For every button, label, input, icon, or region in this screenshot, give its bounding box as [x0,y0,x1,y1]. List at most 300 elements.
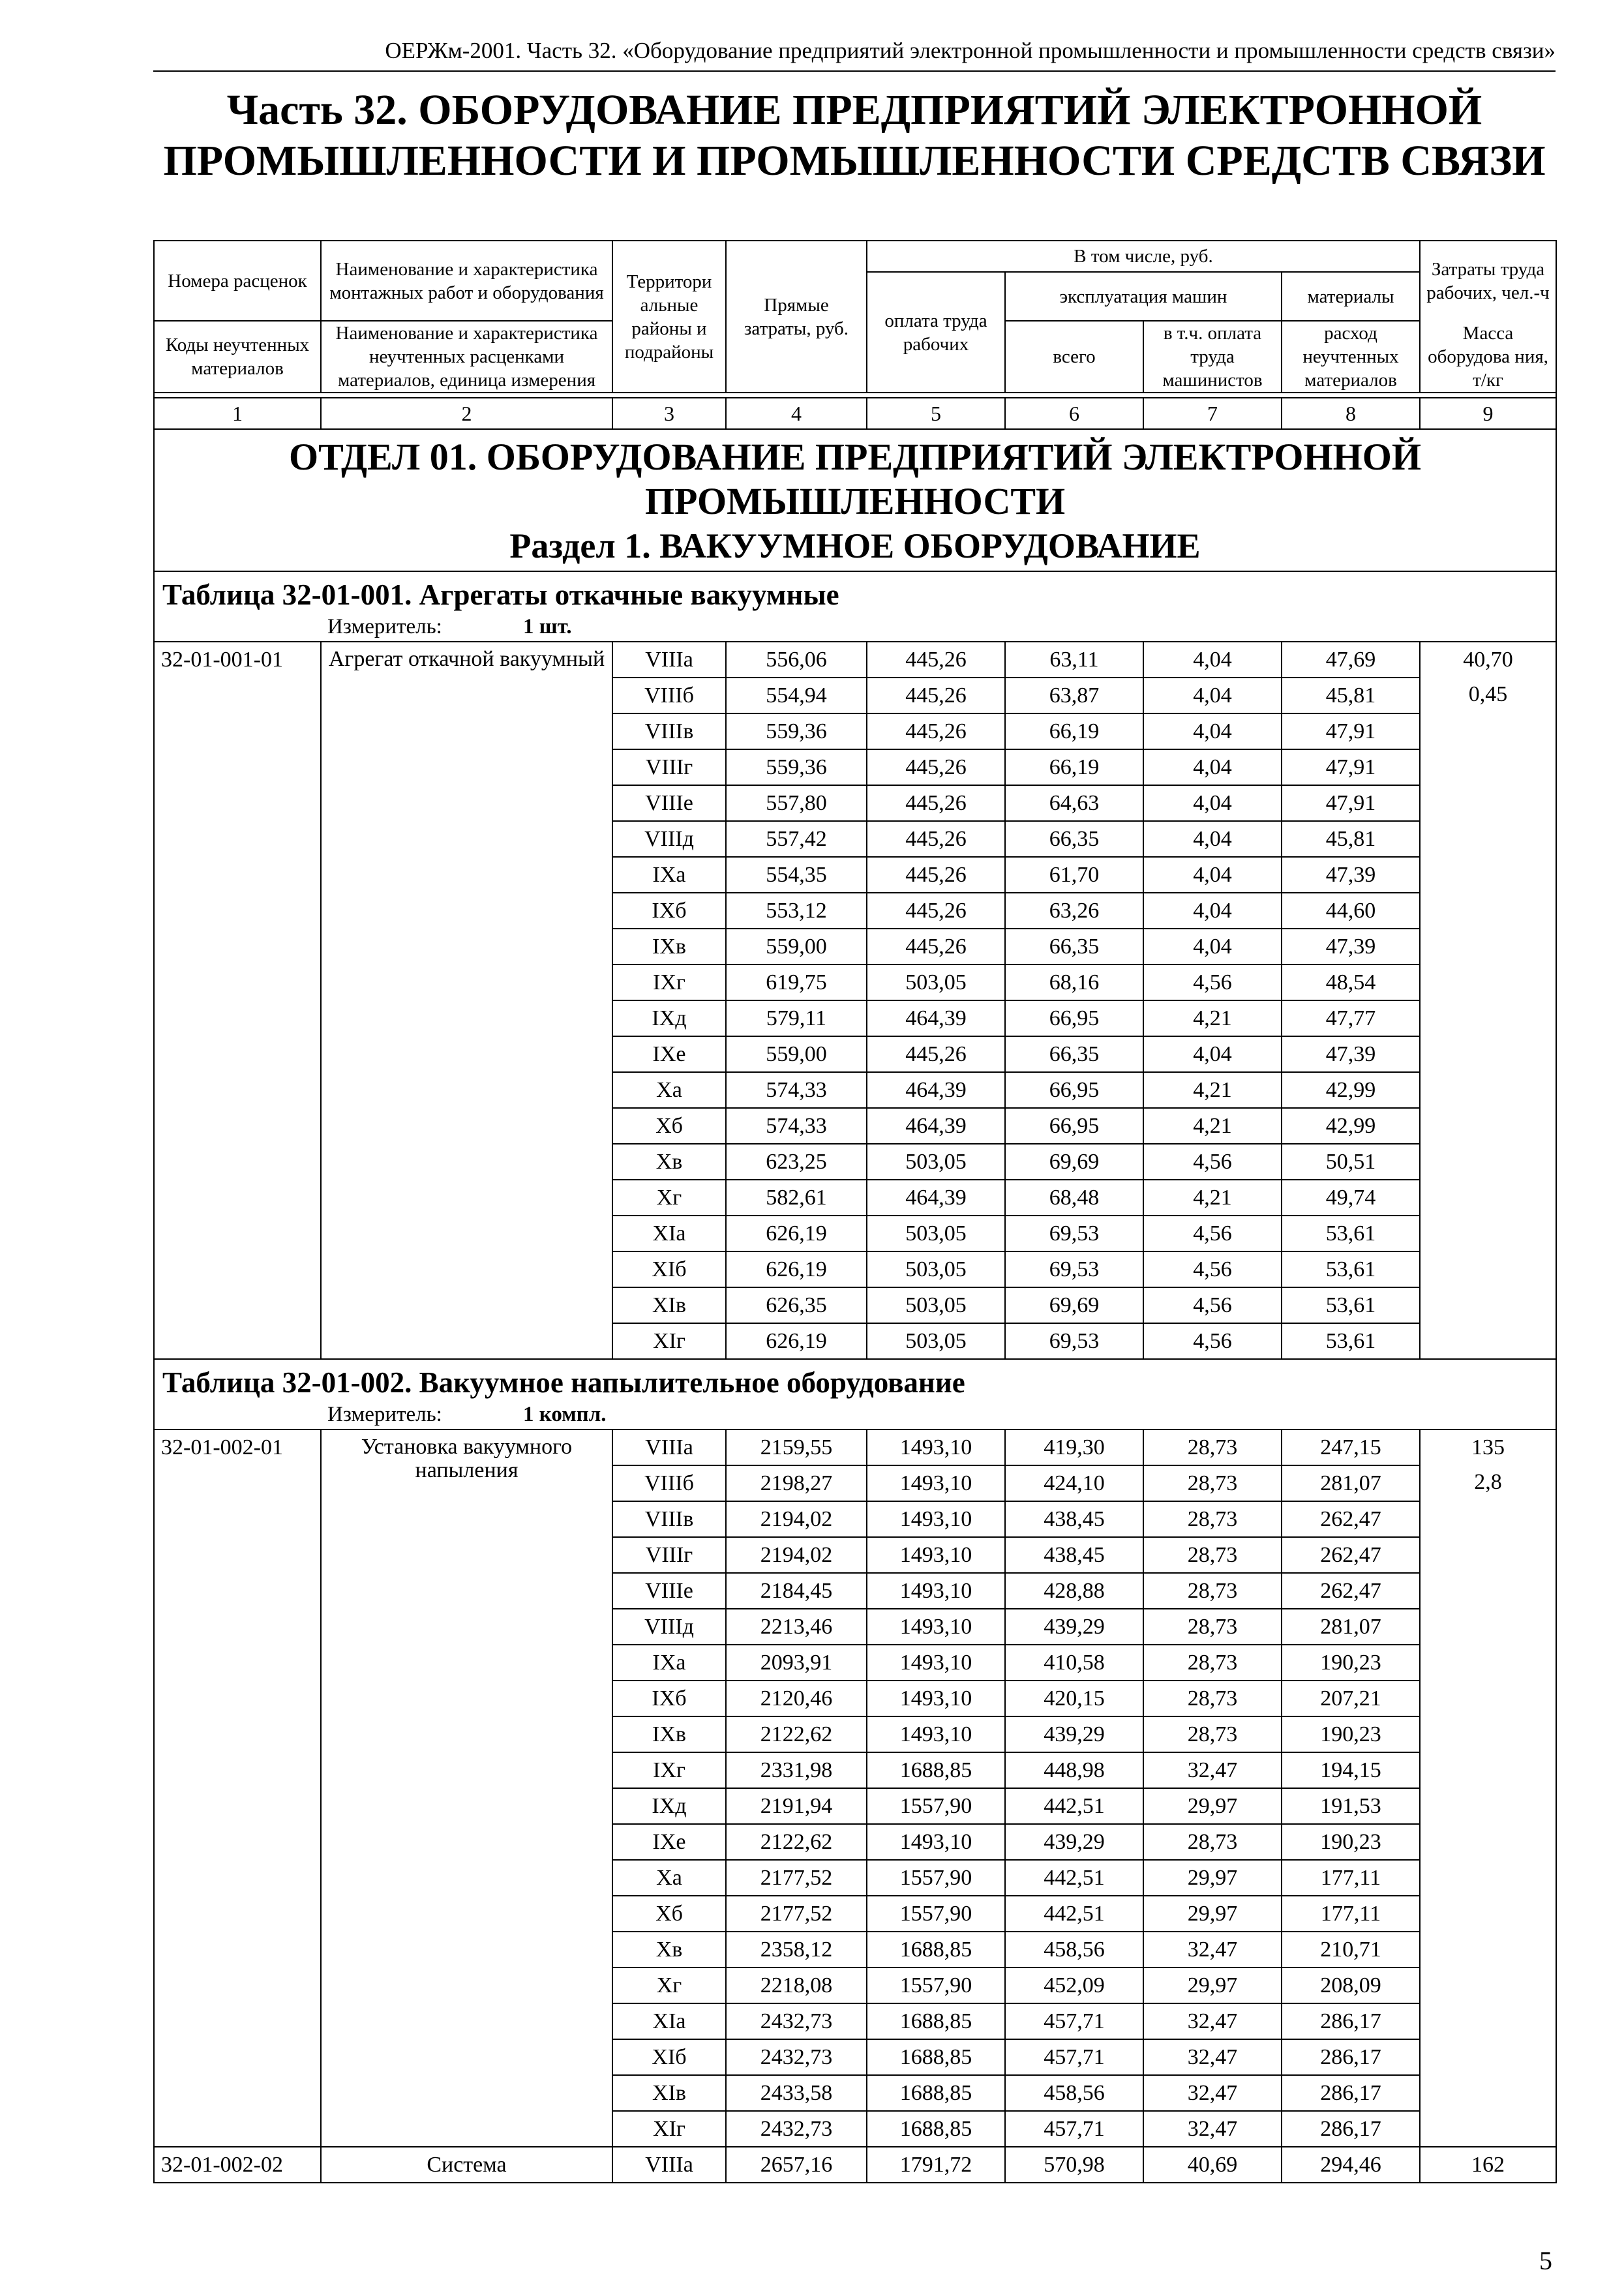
table2-measure [154,1401,1556,1429]
worker-pay-cell: 503,05 [867,965,1005,1000]
materials-cell: 53,61 [1282,1251,1420,1287]
machines-total-cell: 61,70 [1005,857,1143,893]
worker-pay-cell: 1493,10 [867,1465,1005,1501]
direct-cost-cell: 554,94 [726,678,867,713]
worker-pay-cell: 464,39 [867,1000,1005,1036]
column-number: 2 [321,398,612,429]
table2-title: Таблица 32-01-002. Вакуумное напылительное оборудование [154,1359,1556,1401]
header-direct-costs: Прямые затраты, руб. [726,241,867,393]
operator-pay-cell: 4,56 [1143,1144,1282,1180]
worker-pay-cell: 1493,10 [867,1681,1005,1716]
materials-cell: 190,23 [1282,1824,1420,1860]
materials-cell: 210,71 [1282,1932,1420,1967]
mass-value: 2,8 [1474,1470,1502,1494]
region-cell: VIIIв [612,1501,726,1537]
operator-pay-cell: 29,97 [1143,1896,1282,1932]
direct-cost-cell: 579,11 [726,1000,867,1036]
worker-pay-cell: 1493,10 [867,1429,1005,1465]
work-name: Установка вакуумного напыления [321,1429,612,2147]
region-cell: VIIIг [612,1537,726,1573]
materials-cell: 262,47 [1282,1537,1420,1573]
region-cell: IXд [612,1788,726,1824]
worker-pay-cell: 445,26 [867,713,1005,749]
measure-unit: 1 компл. [523,1402,607,1426]
machines-total-cell: 420,15 [1005,1681,1143,1716]
machines-total-cell: 66,35 [1005,821,1143,857]
header-material-consumption: расход неучтенных материалов [1282,321,1420,393]
materials-cell: 286,17 [1282,2075,1420,2111]
operator-pay-cell: 4,56 [1143,1216,1282,1251]
header-machine-operation: эксплуатация машин [1005,272,1282,321]
worker-pay-cell: 445,26 [867,1036,1005,1072]
work-name: Система [321,2147,612,2183]
machines-total-cell: 410,58 [1005,1645,1143,1681]
region-cell: XIв [612,2075,726,2111]
region-cell: IXг [612,1752,726,1788]
machines-total-cell: 66,35 [1005,929,1143,965]
operator-pay-cell: 4,21 [1143,1180,1282,1216]
direct-cost-cell: 2194,02 [726,1537,867,1573]
machines-total-cell: 457,71 [1005,2039,1143,2075]
direct-cost-cell: 559,36 [726,749,867,785]
operator-pay-cell: 28,73 [1143,1573,1282,1609]
region-cell: IXд [612,1000,726,1036]
operator-pay-cell: 4,04 [1143,785,1282,821]
direct-cost-cell: 2432,73 [726,2003,867,2039]
materials-cell: 45,81 [1282,678,1420,713]
machines-total-cell: 439,29 [1005,1824,1143,1860]
direct-cost-cell: 574,33 [726,1108,867,1144]
region-cell: VIIIб [612,1465,726,1501]
materials-cell: 47,69 [1282,642,1420,678]
machines-total-cell: 66,35 [1005,1036,1143,1072]
column-number: 4 [726,398,867,429]
materials-cell: 191,53 [1282,1788,1420,1824]
direct-cost-cell: 574,33 [726,1072,867,1108]
region-cell: IXе [612,1036,726,1072]
materials-cell: 47,39 [1282,929,1420,965]
machines-total-cell: 69,53 [1005,1251,1143,1287]
machines-total-cell: 439,29 [1005,1716,1143,1752]
materials-cell: 42,99 [1282,1072,1420,1108]
machines-total-cell: 69,53 [1005,1216,1143,1251]
machines-total-cell: 68,16 [1005,965,1143,1000]
header-materials: материалы [1282,272,1420,321]
direct-cost-cell: 2177,52 [726,1896,867,1932]
worker-pay-cell: 1493,10 [867,1824,1005,1860]
region-cell: IXе [612,1824,726,1860]
direct-cost-cell: 557,80 [726,785,867,821]
worker-pay-cell: 1688,85 [867,2075,1005,2111]
machines-total-cell: 458,56 [1005,1932,1143,1967]
worker-pay-cell: 1557,90 [867,1896,1005,1932]
region-cell: VIIIб [612,678,726,713]
operator-pay-cell: 4,04 [1143,642,1282,678]
column-number: 3 [612,398,726,429]
materials-cell: 281,07 [1282,1465,1420,1501]
machines-total-cell: 570,98 [1005,2147,1143,2183]
operator-pay-cell: 28,73 [1143,1824,1282,1860]
region-cell: XIа [612,1216,726,1251]
region-cell: Xг [612,1180,726,1216]
operator-pay-cell: 4,56 [1143,1251,1282,1287]
operator-pay-cell: 4,21 [1143,1108,1282,1144]
operator-pay-cell: 28,73 [1143,1429,1282,1465]
header-rule [153,70,1556,72]
machines-total-cell: 442,51 [1005,1788,1143,1824]
region-cell: VIIIд [612,1609,726,1645]
operator-pay-cell: 28,73 [1143,1716,1282,1752]
operator-pay-cell: 4,04 [1143,713,1282,749]
operator-pay-cell: 29,97 [1143,1967,1282,2003]
header-equipment-mass: Масса оборудова ния, т/кг [1420,321,1556,393]
machines-total-cell: 457,71 [1005,2111,1143,2147]
worker-pay-cell: 1688,85 [867,1752,1005,1788]
materials-cell: 47,91 [1282,749,1420,785]
rate-code: 32-01-002-01 [154,1429,321,2147]
operator-pay-cell: 32,47 [1143,2075,1282,2111]
direct-cost-cell: 2122,62 [726,1824,867,1860]
operator-pay-cell: 4,56 [1143,965,1282,1000]
operator-pay-cell: 4,21 [1143,1072,1282,1108]
materials-cell: 53,61 [1282,1216,1420,1251]
worker-pay-cell: 1493,10 [867,1573,1005,1609]
worker-pay-cell: 1493,10 [867,1716,1005,1752]
machines-total-cell: 458,56 [1005,2075,1143,2111]
direct-cost-cell: 2177,52 [726,1860,867,1896]
worker-pay-cell: 445,26 [867,857,1005,893]
materials-cell: 177,11 [1282,1896,1420,1932]
direct-cost-cell: 623,25 [726,1144,867,1180]
materials-cell: 50,51 [1282,1144,1420,1180]
operator-pay-cell: 28,73 [1143,1537,1282,1573]
region-cell: VIIIв [612,713,726,749]
machines-total-cell: 448,98 [1005,1752,1143,1788]
materials-cell: 286,17 [1282,2111,1420,2147]
operator-pay-cell: 4,56 [1143,1287,1282,1323]
materials-cell: 47,77 [1282,1000,1420,1036]
machines-total-cell: 457,71 [1005,2003,1143,2039]
column-number: 7 [1143,398,1282,429]
machines-total-cell: 438,45 [1005,1501,1143,1537]
operator-pay-cell: 29,97 [1143,1860,1282,1896]
materials-cell: 286,17 [1282,2039,1420,2075]
direct-cost-cell: 557,42 [726,821,867,857]
region-cell: IXб [612,893,726,929]
operator-pay-cell: 32,47 [1143,2039,1282,2075]
materials-cell: 53,61 [1282,1287,1420,1323]
region-cell: Xв [612,1932,726,1967]
machines-total-cell: 69,69 [1005,1287,1143,1323]
direct-cost-cell: 2657,16 [726,2147,867,2183]
materials-cell: 207,21 [1282,1681,1420,1716]
worker-pay-cell: 1493,10 [867,1501,1005,1537]
operator-pay-cell: 29,97 [1143,1788,1282,1824]
labor-value: 135 [1471,1435,1505,1459]
region-cell: VIIIа [612,2147,726,2183]
measure-unit: 1 шт. [523,614,572,638]
region-cell: IXа [612,857,726,893]
page-number: 5 [1539,2246,1552,2275]
rates-table [153,240,1557,2183]
worker-pay-cell: 445,26 [867,678,1005,713]
region-cell: IXг [612,965,726,1000]
direct-cost-cell: 619,75 [726,965,867,1000]
region-cell: Xб [612,1108,726,1144]
column-number: 5 [867,398,1005,429]
machines-total-cell: 66,19 [1005,713,1143,749]
header-including-group: В том числе, руб. [867,241,1420,272]
direct-cost-cell: 626,19 [726,1251,867,1287]
materials-cell: 47,39 [1282,1036,1420,1072]
direct-cost-cell: 2432,73 [726,2111,867,2147]
direct-cost-cell: 559,00 [726,1036,867,1072]
direct-cost-cell: 626,19 [726,1216,867,1251]
section-subtitle: Раздел 1. ВАКУУМНОЕ ОБОРУДОВАНИЕ [509,526,1201,565]
header-work-name: Наименование и характеристика монтажных работ и оборудования [321,241,612,321]
column-number: 1 [154,398,321,429]
worker-pay-cell: 445,26 [867,821,1005,857]
rate-code: 32-01-002-02 [154,2147,321,2183]
materials-cell: 281,07 [1282,1609,1420,1645]
materials-cell: 247,15 [1282,1429,1420,1465]
operator-pay-cell: 40,69 [1143,2147,1282,2183]
operator-pay-cell: 4,04 [1143,929,1282,965]
machines-total-cell: 442,51 [1005,1860,1143,1896]
header-rate-numbers: Номера расценок [154,241,321,321]
machines-total-cell: 69,69 [1005,1144,1143,1180]
region-cell: XIб [612,1251,726,1287]
machines-total-cell: 438,45 [1005,1537,1143,1573]
operator-pay-cell: 4,04 [1143,678,1282,713]
machines-total-cell: 68,48 [1005,1180,1143,1216]
region-cell: XIг [612,2111,726,2147]
worker-pay-cell: 1557,90 [867,1788,1005,1824]
labor-and-mass-cell [1420,1429,1556,2147]
direct-cost-cell: 2433,58 [726,2075,867,2111]
materials-cell: 44,60 [1282,893,1420,929]
work-name: Агрегат откачной вакуумный [321,642,612,1359]
header-worker-pay: оплата труда рабочих [867,272,1005,393]
region-cell: VIIIг [612,749,726,785]
header-territorial-regions: Территори альные районы и подрайоны [612,241,726,393]
table1-measure [154,614,1556,642]
table1-title: Таблица 32-01-001. Агрегаты откачные вакуумные [154,571,1556,614]
worker-pay-cell: 503,05 [867,1144,1005,1180]
materials-cell: 47,91 [1282,713,1420,749]
materials-cell: 42,99 [1282,1108,1420,1144]
column-numbers-row [154,398,1556,429]
worker-pay-cell: 464,39 [867,1180,1005,1216]
worker-pay-cell: 464,39 [867,1072,1005,1108]
operator-pay-cell: 4,21 [1143,1000,1282,1036]
region-cell: VIIIд [612,821,726,857]
worker-pay-cell: 1688,85 [867,2039,1005,2075]
region-cell: XIв [612,1287,726,1323]
header-machines-total: всего [1005,321,1143,393]
direct-cost-cell: 2194,02 [726,1501,867,1537]
operator-pay-cell: 32,47 [1143,1932,1282,1967]
direct-cost-cell: 2213,46 [726,1609,867,1645]
region-cell: VIIIе [612,1573,726,1609]
operator-pay-cell: 4,56 [1143,1323,1282,1359]
table-row [154,642,1556,678]
direct-cost-cell: 582,61 [726,1180,867,1216]
worker-pay-cell: 1791,72 [867,2147,1005,2183]
worker-pay-cell: 1493,10 [867,1609,1005,1645]
worker-pay-cell: 1493,10 [867,1537,1005,1573]
rate-code: 32-01-001-01 [154,642,321,1359]
operator-pay-cell: 4,04 [1143,821,1282,857]
region-cell: VIIIа [612,1429,726,1465]
machines-total-cell: 66,95 [1005,1000,1143,1036]
materials-cell: 190,23 [1282,1716,1420,1752]
operator-pay-cell: 4,04 [1143,893,1282,929]
region-cell: Xв [612,1144,726,1180]
operator-pay-cell: 32,47 [1143,1752,1282,1788]
direct-cost-cell: 2331,98 [726,1752,867,1788]
materials-cell: 45,81 [1282,821,1420,857]
worker-pay-cell: 445,26 [867,893,1005,929]
worker-pay-cell: 503,05 [867,1287,1005,1323]
part-title: Часть 32. ОБОРУДОВАНИЕ ПРЕДПРИЯТИЙ ЭЛЕКТРОННОЙ ПРОМЫШЛЕННОСТИ И ПРОМЫШЛЕННОСТИ СРЕДСТВ СВЯЗИ [163,86,1546,185]
machines-total-cell: 64,63 [1005,785,1143,821]
header-material-codes: Коды неучтенных материалов [154,321,321,393]
worker-pay-cell: 1688,85 [867,1932,1005,1967]
worker-pay-cell: 1493,10 [867,1645,1005,1681]
direct-cost-cell: 2218,08 [726,1967,867,2003]
column-number: 8 [1282,398,1420,429]
worker-pay-cell: 464,39 [867,1108,1005,1144]
machines-total-cell: 419,30 [1005,1429,1143,1465]
running-header: ОЕРЖм-2001. Часть 32. «Оборудование предприятий электронной промышленности и промышленности средств связи» [385,38,1556,63]
region-cell: XIа [612,2003,726,2039]
operator-pay-cell: 28,73 [1143,1501,1282,1537]
measure-label: Измеритель: [327,1402,442,1426]
machines-total-cell: 424,10 [1005,1465,1143,1501]
direct-cost-cell: 626,35 [726,1287,867,1323]
column-number: 6 [1005,398,1143,429]
operator-pay-cell: 28,73 [1143,1465,1282,1501]
worker-pay-cell: 503,05 [867,1251,1005,1287]
direct-cost-cell: 553,12 [726,893,867,929]
region-cell: Xб [612,1896,726,1932]
operator-pay-cell: 4,04 [1143,749,1282,785]
direct-cost-cell: 559,00 [726,929,867,965]
direct-cost-cell: 554,35 [726,857,867,893]
direct-cost-cell: 2432,73 [726,2039,867,2075]
worker-pay-cell: 445,26 [867,749,1005,785]
materials-cell: 208,09 [1282,1967,1420,2003]
region-cell: IXб [612,1681,726,1716]
worker-pay-cell: 503,05 [867,1323,1005,1359]
direct-cost-cell: 2093,91 [726,1645,867,1681]
region-cell: IXв [612,929,726,965]
operator-pay-cell: 28,73 [1143,1609,1282,1645]
worker-pay-cell: 445,26 [867,929,1005,965]
mass-value: 0,45 [1468,682,1508,706]
section-title: ОТДЕЛ 01. ОБОРУДОВАНИЕ ПРЕДПРИЯТИЙ ЭЛЕКТРОННОЙ ПРОМЫШЛЕННОСТИ [289,436,1421,522]
machines-total-cell: 442,51 [1005,1896,1143,1932]
table-row [154,1429,1556,1465]
worker-pay-cell: 1688,85 [867,2111,1005,2147]
direct-cost-cell: 2198,27 [726,1465,867,1501]
machines-total-cell: 69,53 [1005,1323,1143,1359]
machines-total-cell: 66,19 [1005,749,1143,785]
header-material-names: Наименование и характеристика неучтенных расценками материалов, единица измерения [321,321,612,393]
materials-cell: 47,91 [1282,785,1420,821]
region-cell: VIIIа [612,642,726,678]
materials-cell: 262,47 [1282,1573,1420,1609]
machines-total-cell: 66,95 [1005,1108,1143,1144]
direct-cost-cell: 556,06 [726,642,867,678]
measure-label: Измеритель: [327,614,442,638]
labor-cell: 162 [1420,2147,1556,2183]
region-cell: IXв [612,1716,726,1752]
worker-pay-cell: 503,05 [867,1216,1005,1251]
labor-value: 40,70 [1463,648,1513,672]
materials-cell: 177,11 [1282,1860,1420,1896]
section-heading [154,429,1556,571]
header-operator-pay: в т.ч. оплата труда машинистов [1143,321,1282,393]
worker-pay-cell: 445,26 [867,642,1005,678]
direct-cost-cell: 559,36 [726,713,867,749]
direct-cost-cell: 2122,62 [726,1716,867,1752]
materials-cell: 49,74 [1282,1180,1420,1216]
region-cell: Xг [612,1967,726,2003]
materials-cell: 262,47 [1282,1501,1420,1537]
materials-cell: 294,46 [1282,2147,1420,2183]
worker-pay-cell: 1557,90 [867,1860,1005,1896]
labor-and-mass-cell [1420,642,1556,1359]
region-cell: XIб [612,2039,726,2075]
header-labor-costs: Затраты труда рабочих, чел.-ч [1420,241,1556,321]
machines-total-cell: 63,11 [1005,642,1143,678]
direct-cost-cell: 2191,94 [726,1788,867,1824]
direct-cost-cell: 2159,55 [726,1429,867,1465]
machines-total-cell: 452,09 [1005,1967,1143,2003]
direct-cost-cell: 2184,45 [726,1573,867,1609]
operator-pay-cell: 32,47 [1143,2003,1282,2039]
operator-pay-cell: 4,04 [1143,1036,1282,1072]
region-cell: XIг [612,1323,726,1359]
column-number: 9 [1420,398,1556,429]
materials-cell: 194,15 [1282,1752,1420,1788]
materials-cell: 190,23 [1282,1645,1420,1681]
region-cell: IXа [612,1645,726,1681]
operator-pay-cell: 32,47 [1143,2111,1282,2147]
materials-cell: 286,17 [1282,2003,1420,2039]
machines-total-cell: 439,29 [1005,1609,1143,1645]
materials-cell: 47,39 [1282,857,1420,893]
machines-total-cell: 66,95 [1005,1072,1143,1108]
worker-pay-cell: 1557,90 [867,1967,1005,2003]
region-cell: Xа [612,1072,726,1108]
direct-cost-cell: 2358,12 [726,1932,867,1967]
materials-cell: 48,54 [1282,965,1420,1000]
machines-total-cell: 428,88 [1005,1573,1143,1609]
operator-pay-cell: 4,04 [1143,857,1282,893]
direct-cost-cell: 626,19 [726,1323,867,1359]
worker-pay-cell: 445,26 [867,785,1005,821]
direct-cost-cell: 2120,46 [726,1681,867,1716]
materials-cell: 53,61 [1282,1323,1420,1359]
table-row [154,2147,1556,2183]
machines-total-cell: 63,26 [1005,893,1143,929]
operator-pay-cell: 28,73 [1143,1645,1282,1681]
machines-total-cell: 63,87 [1005,678,1143,713]
operator-pay-cell: 28,73 [1143,1681,1282,1716]
